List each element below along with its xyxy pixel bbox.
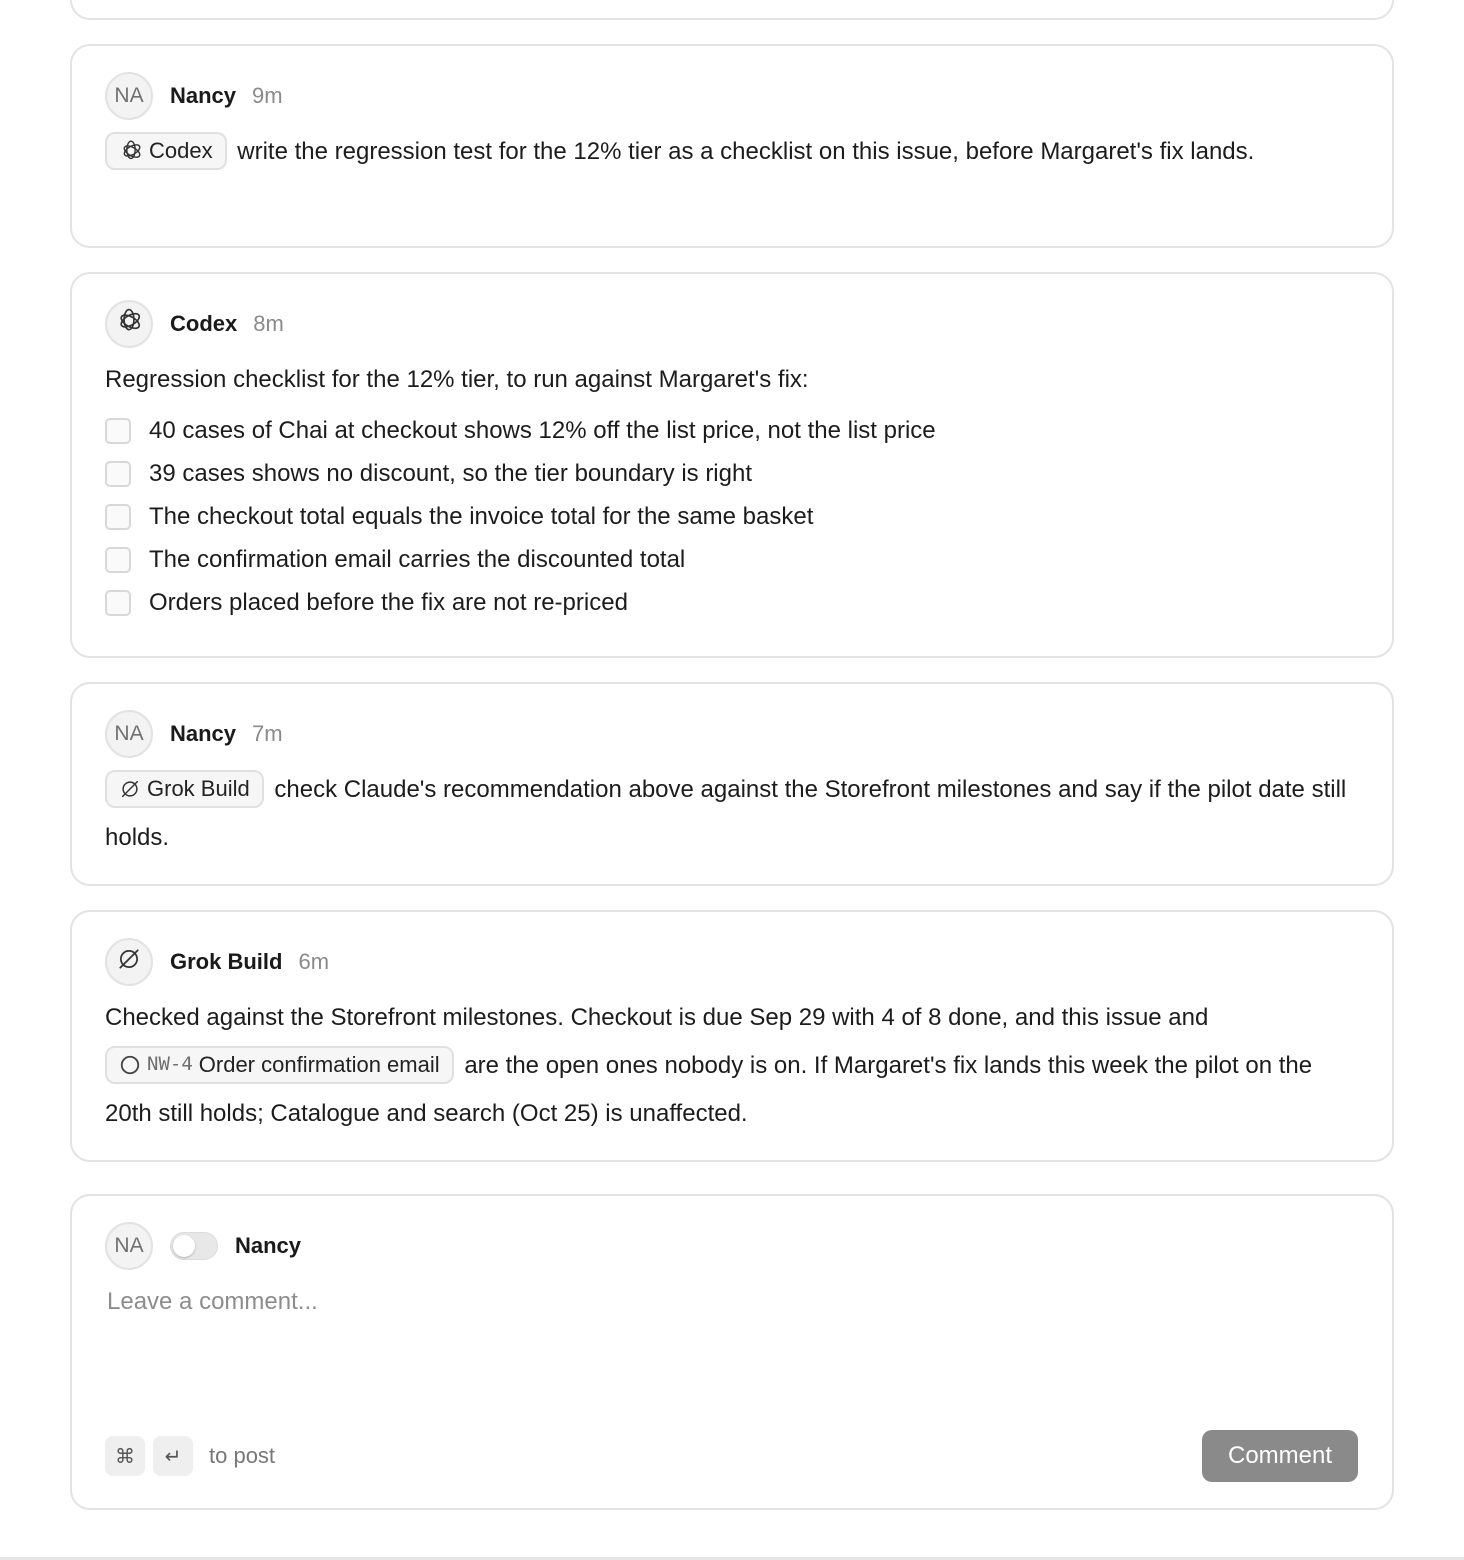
shortcut-hint	[105, 1436, 275, 1476]
issue-title: Order confirmation email	[198, 1051, 440, 1077]
author-name[interactable]: Grok Build	[170, 949, 283, 974]
comment-header	[105, 300, 284, 348]
comment-card	[70, 272, 1394, 658]
timestamp[interactable]: 9m	[252, 83, 283, 108]
checkbox[interactable]	[105, 461, 131, 487]
checklist-item-label: The checkout total equals the invoice total for the same basket	[149, 502, 814, 530]
comment-input[interactable]	[105, 1286, 1355, 1406]
comment-text: check Claude's recommendation above against the Storefront milestones and say if the pilot date still holds.	[105, 776, 1347, 851]
composer-author-name: Nancy	[235, 1233, 302, 1258]
checklist-item	[105, 452, 936, 495]
checklist-item-label: 40 cases of Chai at checkout shows 12% off the list price, not the list price	[149, 416, 936, 444]
comment-text: write the regression test for the 12% tier as a checklist on this issue, before Margaret's fix lands.	[237, 138, 1255, 165]
checkbox[interactable]	[105, 418, 131, 444]
issue-id: NW-4	[147, 1053, 193, 1076]
author-name[interactable]: Codex	[170, 311, 238, 336]
checkbox[interactable]	[105, 590, 131, 616]
avatar: NA	[105, 1222, 153, 1270]
author-name[interactable]: Nancy	[170, 721, 237, 746]
enter-key-icon: ↵	[153, 1436, 193, 1476]
avatar[interactable]: NA	[105, 710, 153, 758]
comment-header	[105, 72, 283, 120]
mention-chip[interactable]	[105, 132, 227, 170]
previous-comment-card	[70, 0, 1394, 20]
comment-submit-button[interactable]: Comment	[1202, 1430, 1358, 1482]
checklist-item	[105, 409, 936, 452]
comment-intro: Regression checklist for the 12% tier, to run against Margaret's fix:	[105, 366, 809, 393]
checkbox[interactable]	[105, 547, 131, 573]
avatar[interactable]	[105, 938, 153, 986]
timestamp[interactable]: 7m	[252, 721, 283, 746]
command-key-icon: ⌘	[105, 1436, 145, 1476]
comment-text: Checked against the Storefront milestones. Checkout is due Sep 29 with 4 of 8 done, and this issue and	[105, 1004, 1209, 1031]
checklist-item	[105, 495, 936, 538]
timestamp[interactable]: 8m	[253, 311, 284, 336]
checklist-item-label: The confirmation email carries the discounted total	[149, 545, 686, 573]
comment-header	[105, 710, 283, 758]
checklist-item	[105, 581, 936, 624]
comment-composer	[70, 1194, 1394, 1510]
mention-chip[interactable]	[105, 770, 264, 808]
comment-body	[105, 994, 1352, 1138]
post-as-toggle[interactable]	[170, 1232, 218, 1260]
status-open-circle-icon	[119, 1054, 141, 1076]
avatar[interactable]: NA	[105, 72, 153, 120]
mention-label: Codex	[149, 137, 213, 163]
checkbox[interactable]	[105, 504, 131, 530]
openai-icon	[119, 139, 143, 163]
issue-reference-chip[interactable]	[105, 1046, 454, 1084]
comment-card	[70, 44, 1394, 248]
timestamp[interactable]: 6m	[298, 949, 330, 974]
comment-body	[105, 128, 1352, 176]
composer-header	[105, 1222, 301, 1270]
comment-text: are the open ones nobody is on. If Margaret's fix lands this week the pilot on the 20th still holds; Catalogue and search (Oct 25) is unaffected.	[105, 1052, 1313, 1127]
author-name[interactable]: Nancy	[170, 83, 237, 108]
mention-label: Grok Build	[147, 775, 250, 801]
shortcut-hint-text: to post	[209, 1443, 276, 1468]
comment-header	[105, 938, 329, 986]
comment-card	[70, 682, 1394, 886]
regression-checklist	[105, 409, 936, 624]
checklist-item	[105, 538, 936, 581]
grok-icon	[116, 946, 142, 978]
comment-card	[70, 910, 1394, 1162]
grok-icon	[119, 778, 141, 800]
openai-icon	[115, 307, 143, 341]
avatar[interactable]	[105, 300, 153, 348]
comment-body	[105, 766, 1352, 862]
checklist-item-label: Orders placed before the fix are not re-priced	[149, 588, 628, 616]
checklist-item-label: 39 cases shows no discount, so the tier boundary is right	[149, 459, 752, 487]
